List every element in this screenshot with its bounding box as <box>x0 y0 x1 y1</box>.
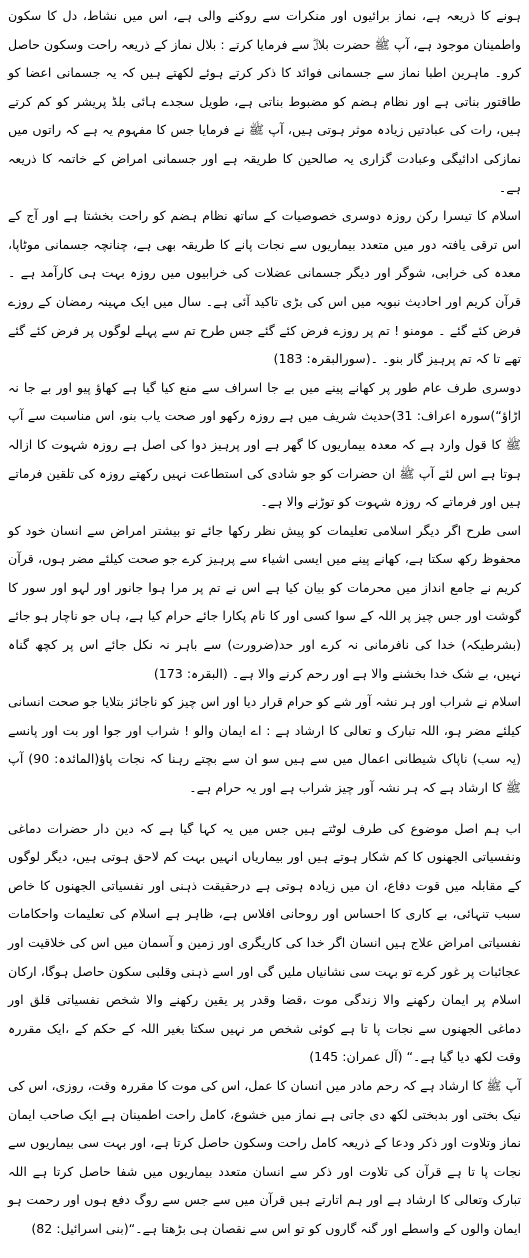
paragraph-mental-health: اب ہم اصل موضوع کی طرف لوٹتے ہیں جس میں یہ کہا گیا ہے کہ دین دار حضرات دماغی ونفسیاتی الجھنوں کا کم شکار ہوتے ہیں اور بیماریاں انہیں بہت کم لاحق ہوتی ہیں، دیگر لوگوں کے مقابلہ میں قوت دفاع، ان میں زیادہ ہوتی ہے درحقیقت ذہنی اور نفسیاتی الجھنوں کا خاص سبب تنہائی، بے کاری کا احساس اور روحانی افلاس ہے، ظاہر ہے اسلام کی تعلیمات واحکامات نفسیاتی امراض علاج ہیں انسان اگر خدا کی کاریگری اور زمین و آسمان میں اس کی خلاقیت اور عجائبات پر غور کرے تو بہت سی نشانیاں ملیں گی اور اسے ذہنی وقلبی سکون حاصل ہوگا، ارکان اسلام پر ایمان رکھنے والا زندگی موت ،قضا وقدر پر یقین رکھنے والا شخص نفسیاتی قلق اور دماغی الجھنوں سے نجات پا تا ہے کوئی شخص مر نہیں سکتا بغیر اللہ کے حکم کے ،ایک مقررہ وقت لکھ دیا گیا ہے۔“ (آل عمران: 145) <box>8 820 521 1065</box>
paragraph-fasting: اسلام کا تیسرا رکن روزہ دوسری خصوصیات کے ساتھ نظام ہضم کو راحت بخشتا ہے اور آج کے اس ترقی یافتہ دور میں متعدد بیماریوں سے نجات پانے کا طریقہ بھی ہے، چنانچہ جسمانی موٹاپا، معدہ کی خرابی، شوگر اور دیگر جسمانی عضلات کی خرابیوں میں روزہ بہت ہی کارآمد ہے ۔قرآن کریم اور احادیث نبویہ میں اس کی بڑی تاکید آئی ہے۔ سال میں ایک مہینہ رمضان کے روزے فرض کئے گئے ۔ مومنو ! تم پر روزے فرض کئے گئے جس طرح تم سے پہلے لوگوں پر فرض کئے گئے تھے تا کہ تم پرہیز گار بنو۔ ۔(سورالبقرہ: 183) <box>8 208 521 367</box>
paragraph-healing-through-quran: آپ ﷺ کا ارشاد ہے کہ رحم مادر میں انسان کا عمل، اس کی موت کا مقررہ وقت، روزی، اس کی نیک بختی اور بدبختی لکھ دی جاتی ہے نماز میں خشوع، کامل راحت اطمینان ہے ایک صاحب ایمان نماز وتلاوت اور ذکر ودعا کے ذریعہ کامل راحت وسکون حاصل کرتا ہے، اور بہت سی بیماریوں سے نجات پا تا ہے قرآن کی تلاوت اور ذکر سے انسان متعدد بیماریوں میں شفا حاصل کرتا ہے اللہ تبارک وتعالی کا ارشاد ہے اور ہم اتارتے ہیں قرآن میں سے جس سے روگ دفع ہوں اور رحمت ہو ایمان والوں کے واسطے اور گنہ گاروں کو تو اس سے نقصان ہی بڑھتا ہے۔“(بنی اسرائیل: 82) <box>8 1077 521 1236</box>
paragraph-moderation-in-eating: دوسری طرف عام طور پر کھانے پینے میں بے جا اسراف سے منع کیا گیا ہے کھاؤ پیو اور بے جا نہ اڑاؤ“)سورہ اعراف: 31)حدیث شریف میں ہے روزہ رکھو اور صحت یاب بنو، اس مناسبت سے آپ ﷺ کا قول وارد ہے کہ معدہ بیماریوں کا گھر ہے اور پرہیز دوا کی اصل ہے روزہ شہوت کا ازالہ ہوتا ہے اس لئے آپ ﷺ ان حضرات کو جو شادی کی استطاعت نہیں رکھتے روزہ کی تلقین فرماتے ہیں اور فرماتے کہ روزہ شہوت کو توڑنے والا ہے۔ <box>8 379 521 510</box>
paragraph-prohibition-of-intoxicants: اسلام نے شراب اور ہر نشہ آور شے کو حرام قرار دیا اور اس چیز کو ناجائز بتلایا جو صحت انسانی کیلئے مضر ہو، اللہ تبارک و تعالی کا ارشاد ہے : اے ایمان والو ! شراب اور جوا اور بت اور پانسے (یہ سب) ناپاک شیطانی اعمال میں سے ہیں سو ان سے بچتے رہنا کہ نجات پاؤ(المائدہ: 90) آپ ﷺ کا ارشاد ہے کہ ہر نشہ آور چیز شراب ہے اور یہ حرام ہے۔ <box>8 694 521 796</box>
paragraph-forbidden-foods: اسی طرح اگر دیگر اسلامی تعلیمات کو پیش نظر رکھا جائے تو بیشتر امراض سے انسان خود کو محفوظ رکھ سکتا ہے، کھانے پینے میں ایسی اشیاء سے پرہیز کرے جو صحت کیلئے مضر ہوں، قرآن کریم نے جامع انداز میں محرمات کو بیان کیا ہے اس نے تم پر مرا ہوا جانور اور لہو اور سور کا گوشت اور جس چیز پر اللہ کے سوا کسی اور کا نام پکارا جائے حرام کیا ہے، ہاں جو ناچار ہو جائے (بشرطیکہ) خدا کی نافرمانی نہ کرے اور حد(ضرورت) سے باہر نہ نکل جائے اس پر کچھ گناہ نہیں، بے شک خدا بخشنے والا ہے اور رحم کرنے والا ہے۔ (البقرہ: 173) <box>8 522 521 681</box>
paragraph-prayer-benefits: ہونے کا ذریعہ ہے، نماز برائیوں اور منکرات سے روکنے والی ہے، اس میں نشاط، دل کا سکون واطمینان موجود ہے، آپ ﷺ حضرت بلالؓ سے فرمایا کرتے : بلال نماز کے ذریعہ راحت وسکون حاصل کرو۔ ماہرین اطبا نماز سے جسمانی فوائد کا ذکر کرتے ہوئے لکھتے ہیں کہ یہ جسمانی اعضا کو طاقتور بناتی ہے اور نظام ہضم کو مضبوط بناتی ہے، طویل سجدے ہائی بلڈ پریشر کو کم کرتے ہیں، رات کی عبادتیں زیادہ موثر ہوتی ہیں، آپ ﷺ نے فرمایا جس کا مفہوم یہ ہے کہ راتوں میں نمازکی ادائیگی وعبادت گزاری یہ صالحین کا طریقہ ہے اور جسمانی امراض کے خاتمہ کا ذریعہ ہے۔ <box>8 8 521 195</box>
